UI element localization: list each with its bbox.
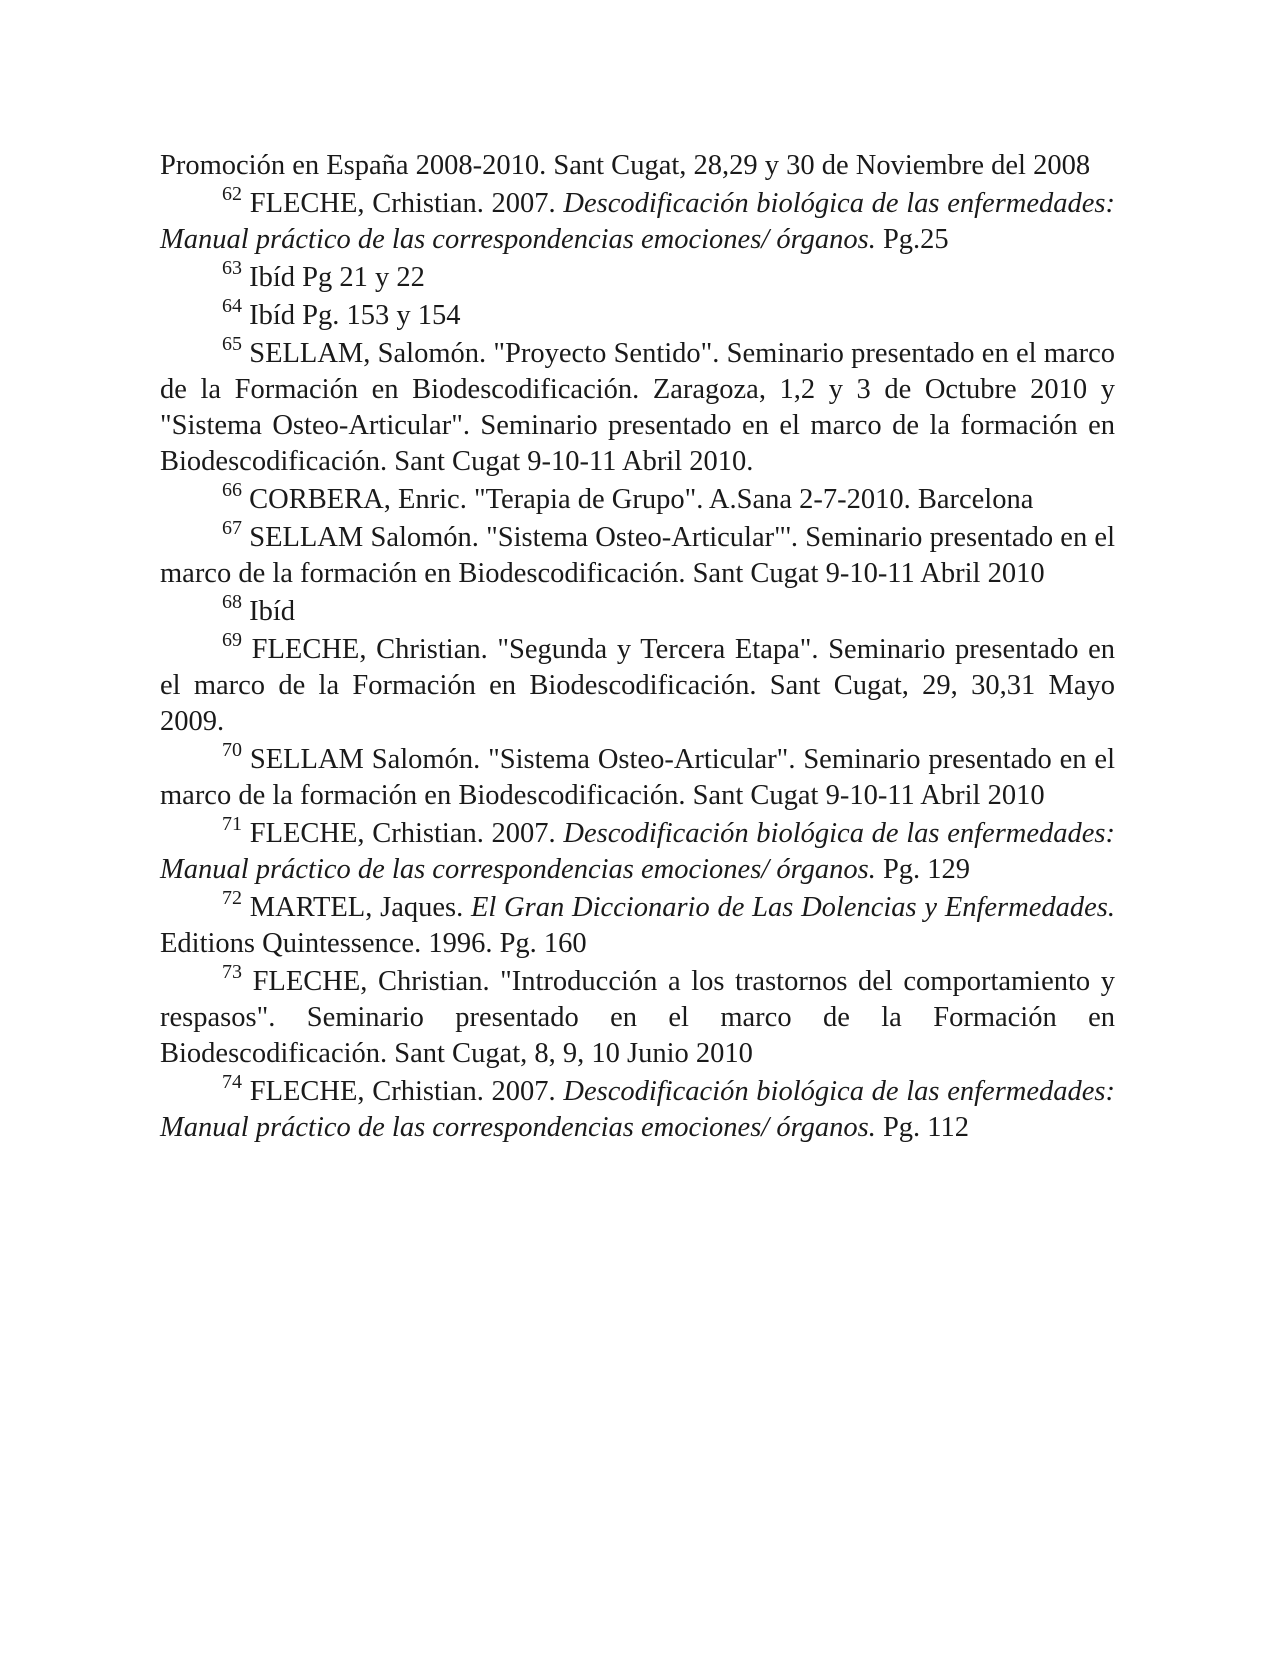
footnote-text: SELLAM Salomón. "Sistema Osteo-Articular"'. Seminario presentado en el marco de la formación en Biodescodificación. Sant Cugat 9-10-11 Abril 2010: [160, 522, 1115, 589]
footnote-text: FLECHE, Crhistian. 2007.: [249, 188, 564, 219]
footnote-number: 63: [222, 257, 242, 279]
continued-footnote-text: Promoción en España 2008-2010. Sant Cugat, 28,29 y 30 de Noviembre del 2008: [160, 150, 1091, 181]
footnote-number: 73: [222, 961, 242, 983]
footnote-text: Ibíd Pg. 153 y 154: [249, 300, 461, 331]
footnote-text-end: Pg. 129: [875, 854, 971, 885]
footnote-title: El Gran Diccionario de Las Dolencias y Enfermedades.: [470, 892, 1115, 923]
footnote-73: [160, 961, 1115, 1072]
footnote-number: 64: [222, 295, 242, 317]
footnote-text: Ibíd: [249, 596, 296, 627]
footnote-number: 71: [222, 813, 242, 835]
footnote-70: [160, 739, 1115, 814]
footnote-69: [160, 629, 1116, 740]
footnote-number: 72: [222, 887, 242, 909]
footnote-number: 74: [222, 1071, 242, 1093]
footnote-number: 67: [222, 517, 242, 539]
document-page: [160, 148, 1115, 1148]
footnote-74: [160, 1071, 1116, 1146]
footnote-text: CORBERA, Enric. "Terapia de Grupo". A.Sana 2-7-2010. Barcelona: [249, 484, 1034, 515]
footnote-text: Ibíd Pg 21 y 22: [249, 262, 425, 293]
footnote-number: 69: [222, 629, 242, 651]
footnote-text-end: Editions Quintessence. 1996. Pg. 160: [160, 928, 587, 959]
footnote-number: 70: [222, 739, 242, 761]
footnote-68: [160, 591, 1115, 630]
footnote-text: SELLAM Salomón. "Sistema Osteo-Articular". Seminario presentado en el marco de la formación en Biodescodificación. Sant Cugat 9-10-11 Abril 2010: [160, 744, 1115, 811]
footnote-text: FLECHE, Christian. "Introducción a los trastornos del comportamiento y respasos". Seminario presentado en el marco de la Formación en Biodescodificación. Sant Cugat, 8, 9, 10 Junio 2010: [160, 966, 1115, 1069]
footnote-67: [160, 517, 1115, 592]
footnote-title: Descodificación biológica de las enfermedades: Manual práctico de las correspondencias emociones/ órganos.: [160, 188, 1116, 255]
footnote-72: [160, 887, 1115, 962]
footnote-number: 66: [222, 479, 242, 501]
footnote-text: SELLAM, Salomón. "Proyecto Sentido". Seminario presentado en el marco de la Formación en Biodescodificación. Zaragoza, 1,2 y 3 de Octubre 2010 y "Sistema Osteo-Articular". Seminario presentado en el marco de la formación en Biodescodificación. Sant Cugat 9-10-11 Abril 2010.: [160, 338, 1115, 477]
footnote-number: 65: [222, 333, 242, 355]
footnote-title: Descodificación biológica de las enfermedades: Manual práctico de las correspondencias emociones/ órganos.: [160, 818, 1116, 885]
footnote-text-end: Pg.25: [875, 224, 949, 255]
footnote-title: Descodificación biológica de las enfermedades: Manual práctico de las correspondencias emociones/ órganos.: [160, 1076, 1116, 1143]
footnote-number: 62: [222, 183, 242, 205]
footnote-71: [160, 813, 1116, 888]
footnote-63: [160, 257, 1115, 296]
footnote-text: FLECHE, Crhistian. 2007.: [249, 1076, 564, 1107]
footnote-65: [160, 333, 1115, 480]
footnote-number: 68: [222, 591, 242, 613]
footnote-text: FLECHE, Christian. "Segunda y Tercera Etapa". Seminario presentado en el marco de la Formación en Biodescodificación. Sant Cugat, 29, 30,31 Mayo 2009.: [160, 634, 1116, 737]
footnote-64: [160, 295, 1115, 334]
footnote-text: FLECHE, Crhistian. 2007.: [249, 818, 564, 849]
footnote-text: MARTEL, Jaques.: [249, 892, 471, 923]
footnote-62: [160, 183, 1116, 258]
footnote-66: [160, 479, 1115, 518]
footnote-text-end: Pg. 112: [875, 1112, 969, 1143]
